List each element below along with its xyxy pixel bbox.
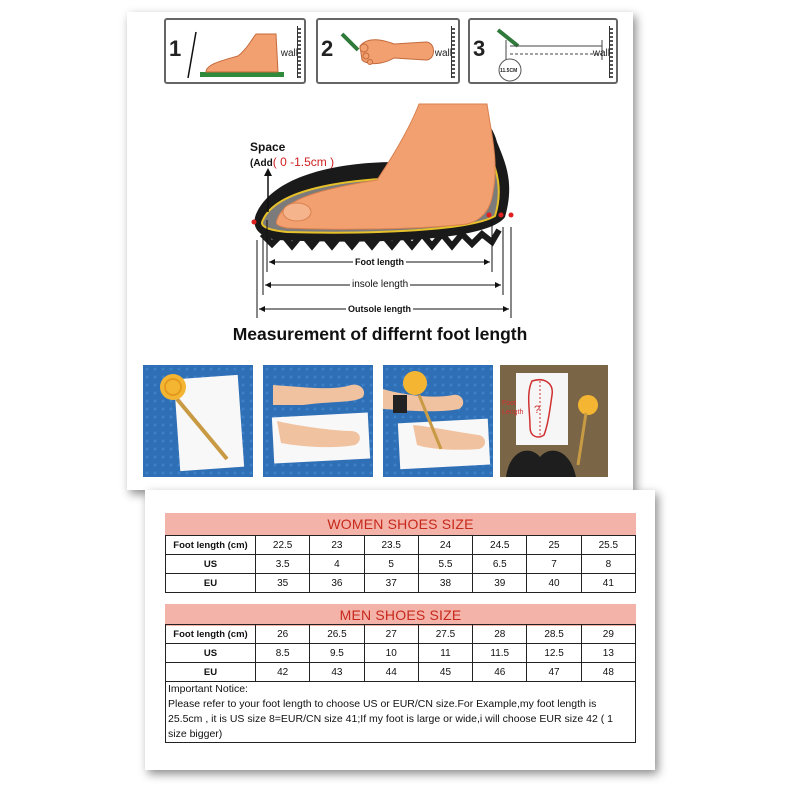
table-cell: 38 [418, 574, 472, 593]
table-cell: 5 [364, 555, 418, 574]
table-cell: 24 [418, 536, 472, 555]
table-cell: 11 [418, 644, 472, 663]
table-cell: 28 [473, 625, 527, 644]
table-cell: 23 [310, 536, 364, 555]
table-cell: 26 [256, 625, 310, 644]
table-cell: 41 [581, 574, 635, 593]
ruler-mark-text: 11.5CM [500, 68, 518, 74]
space-prefix: (Add [250, 158, 273, 169]
table-cell: 12.5 [527, 644, 581, 663]
wall-label: wall [592, 48, 610, 59]
svg-text:?: ? [534, 404, 541, 416]
table-cell: 3.5 [256, 555, 310, 574]
photo-foot-on-paper [263, 365, 373, 477]
table-cell: 42 [256, 663, 310, 682]
women-size-banner: WOMEN SHOES SIZE [165, 513, 636, 535]
table-cell: 10 [364, 644, 418, 663]
table-cell: 7 [527, 555, 581, 574]
notice-heading: Important Notice: [168, 683, 248, 695]
space-range-value: ( 0 -1.5cm ) [272, 155, 335, 169]
table-cell: 29 [581, 625, 635, 644]
insole-length-label: insole length [352, 279, 409, 290]
table-row [166, 644, 636, 663]
table-cell: 27 [364, 625, 418, 644]
wall-label: wall [434, 48, 452, 59]
space-range-label [250, 155, 334, 169]
table-cell: 48 [581, 663, 635, 682]
foot-on-paper-illustration [263, 365, 373, 477]
important-notice [165, 681, 636, 743]
foot-length-note: Foot Length [502, 400, 524, 416]
table-cell: 25.5 [581, 536, 635, 555]
table-row [166, 536, 636, 555]
table-cell: 44 [364, 663, 418, 682]
table-row [166, 574, 636, 593]
table-cell: 5.5 [418, 555, 472, 574]
table-cell: 25 [527, 536, 581, 555]
table-cell: 9.5 [310, 644, 364, 663]
diagram-caption: Measurement of differnt foot length [232, 324, 528, 344]
table-cell: 28.5 [527, 625, 581, 644]
table-row [166, 555, 636, 574]
outsole-length-label: Outsole length [348, 304, 411, 314]
step-number: 2 [321, 36, 334, 61]
step-number: 1 [169, 36, 182, 61]
photo-foot-length-tracing [500, 365, 608, 477]
table-cell: 45 [418, 663, 472, 682]
measurement-guide-card [127, 12, 633, 490]
pencil-paper-illustration [143, 365, 253, 477]
row-header: EU [166, 574, 256, 593]
step-number: 3 [473, 36, 486, 61]
table-cell: 26.5 [310, 625, 364, 644]
table-row [166, 625, 636, 644]
table-cell: 8 [581, 555, 635, 574]
tracing-foot-illustration [383, 365, 493, 477]
row-header: EU [166, 663, 256, 682]
row-header: Foot length (cm) [166, 625, 256, 644]
table-cell: 4 [310, 555, 364, 574]
shoe-cross-section-diagram [127, 12, 633, 322]
table-cell: 27.5 [418, 625, 472, 644]
photo-tracing-foot [383, 365, 493, 477]
row-header: Foot length (cm) [166, 536, 256, 555]
table-cell: 23.5 [364, 536, 418, 555]
notice-body: Please refer to your foot length to choose US or EUR/CN size.For Example,my foot length is 25.5cm , it is US size 8=EUR/CN size 41;If my foot is large or wide,i will choose EUR size 42 ( 1 size bigger) [168, 698, 613, 740]
size-chart-card [145, 490, 655, 770]
table-cell: 8.5 [256, 644, 310, 663]
table-cell: 13 [581, 644, 635, 663]
table-row [166, 663, 636, 682]
table-cell: 46 [473, 663, 527, 682]
photo-pencil-on-paper [143, 365, 253, 477]
men-size-banner: MEN SHOES SIZE [165, 604, 636, 626]
table-cell: 22.5 [256, 536, 310, 555]
table-cell: 6.5 [473, 555, 527, 574]
women-size-table [165, 535, 636, 593]
table-cell: 40 [527, 574, 581, 593]
men-size-table [165, 624, 636, 682]
space-title: Space [250, 140, 286, 154]
row-header: US [166, 644, 256, 663]
table-cell: 36 [310, 574, 364, 593]
table-cell: 37 [364, 574, 418, 593]
row-header: US [166, 555, 256, 574]
table-cell: 11.5 [473, 644, 527, 663]
table-cell: 35 [256, 574, 310, 593]
table-cell: 47 [527, 663, 581, 682]
table-cell: 39 [473, 574, 527, 593]
traced-outline-illustration [500, 365, 608, 477]
wall-label: wall [280, 48, 298, 59]
table-cell: 24.5 [473, 536, 527, 555]
foot-length-label: Foot length [355, 257, 404, 267]
table-cell: 43 [310, 663, 364, 682]
